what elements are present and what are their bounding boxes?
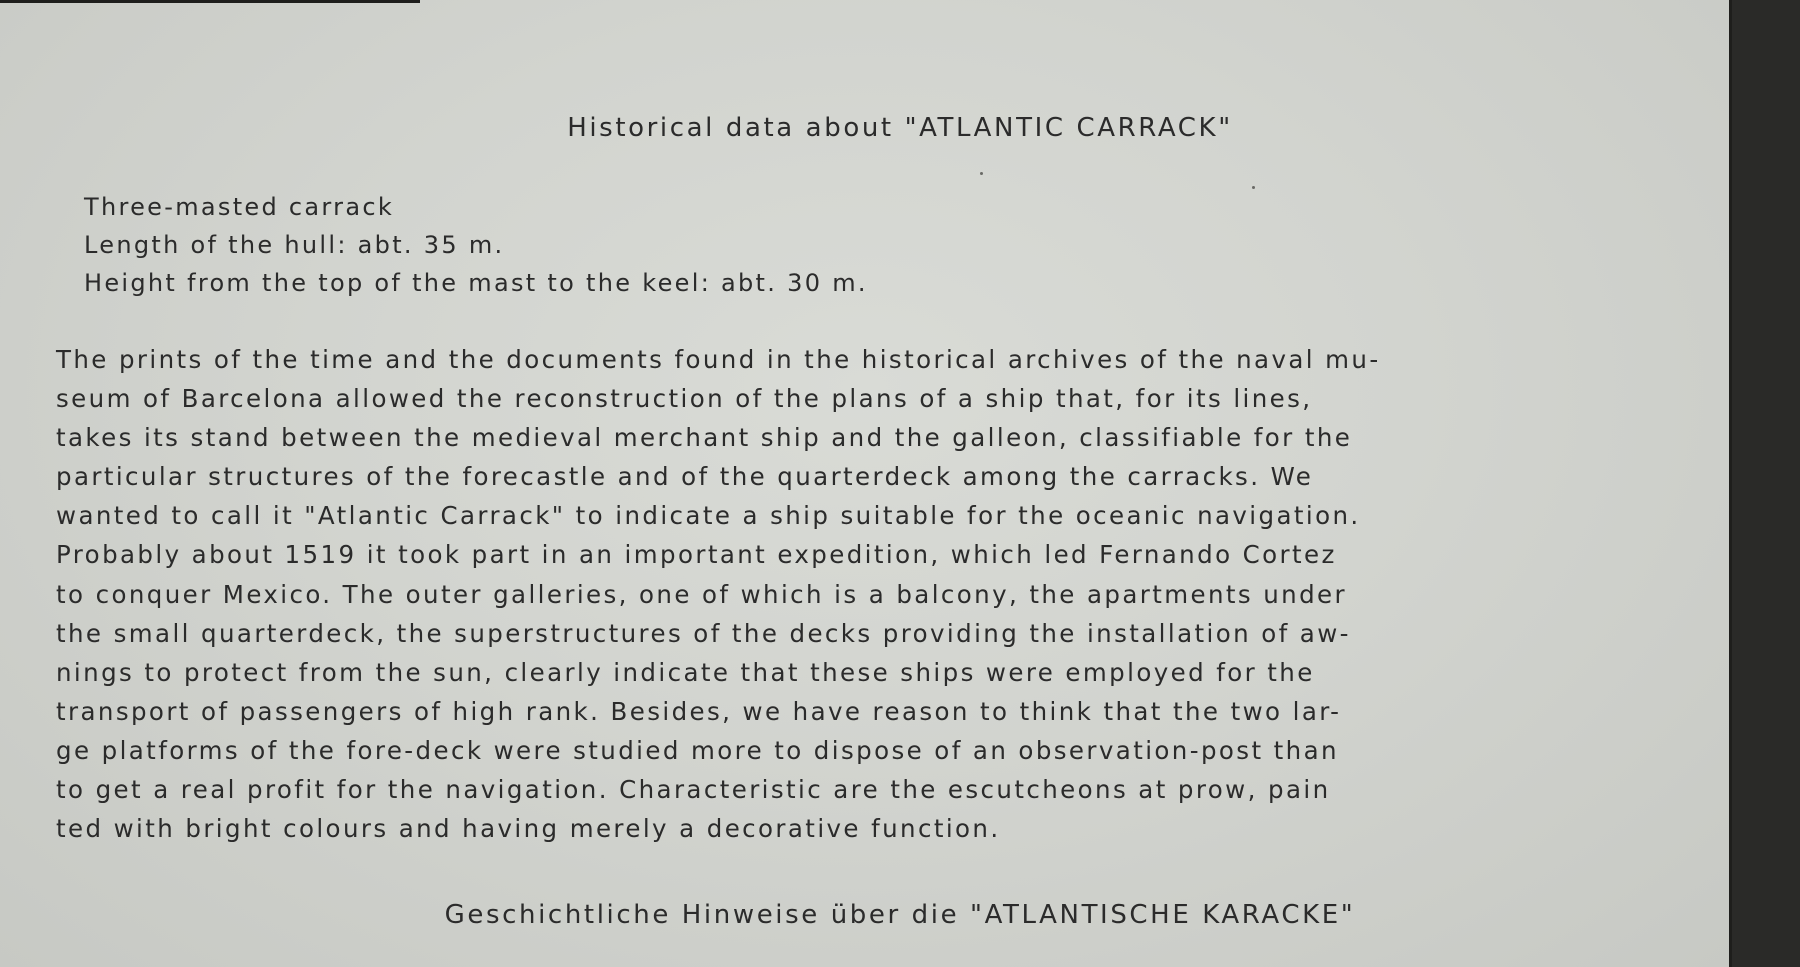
paragraph-line: transport of passengers of high rank. Besides, we have reason to think that the two lar- bbox=[56, 696, 1342, 726]
spec-line: Length of the hull: abt. 35 m. bbox=[84, 231, 505, 259]
paragraph-line: to conquer Mexico. The outer galleries, one of which is a balcony, the apartments under bbox=[56, 579, 1347, 609]
german-title: Geschichtliche Hinweise über die "ATLANTISCHE KARACKE" bbox=[444, 900, 1356, 930]
history-paragraph bbox=[56, 340, 1381, 848]
paragraph-line: Probably about 1519 it took part in an important expedition, which led Fernando Cortez bbox=[56, 540, 1337, 570]
paragraph-line: wanted to call it "Atlantic Carrack" to indicate a ship suitable for the oceanic navigation. bbox=[56, 501, 1361, 531]
paragraph-line: The prints of the time and the documents found in the historical archives of the naval mu- bbox=[56, 345, 1381, 374]
paragraph-line: nings to protect from the sun, clearly indicate that these ships were employed for the bbox=[56, 657, 1315, 687]
paragraph-line: particular structures of the forecastle and of the quarterdeck among the carracks. We bbox=[56, 462, 1314, 492]
paper-speck bbox=[980, 172, 983, 175]
paper-speck bbox=[1252, 186, 1255, 189]
paragraph-line: to get a real profit for the navigation. Characteristic are the escutcheons at prow, pain bbox=[56, 775, 1331, 805]
paragraph-line: the small quarterdeck, the superstructures of the decks providing the installation of aw- bbox=[56, 618, 1351, 648]
paragraph-line: ge platforms of the fore-deck were studied more to dispose of an observation-post than bbox=[56, 735, 1339, 765]
spec-line: Height from the top of the mast to the keel: abt. 30 m. bbox=[84, 269, 868, 297]
spec-line: Three-masted carrack bbox=[84, 193, 395, 221]
ship-specifications bbox=[84, 188, 868, 302]
paragraph-line: takes its stand between the medieval merchant ship and the galleon, classifiable for the bbox=[56, 423, 1353, 453]
page-title: Historical data about "ATLANTIC CARRACK" bbox=[567, 113, 1233, 143]
paragraph-line: ted with bright colours and having merely a decorative function. bbox=[56, 814, 1001, 844]
paragraph-line: seum of Barcelona allowed the reconstruction of the plans of a ship that, for its lines, bbox=[56, 384, 1313, 414]
